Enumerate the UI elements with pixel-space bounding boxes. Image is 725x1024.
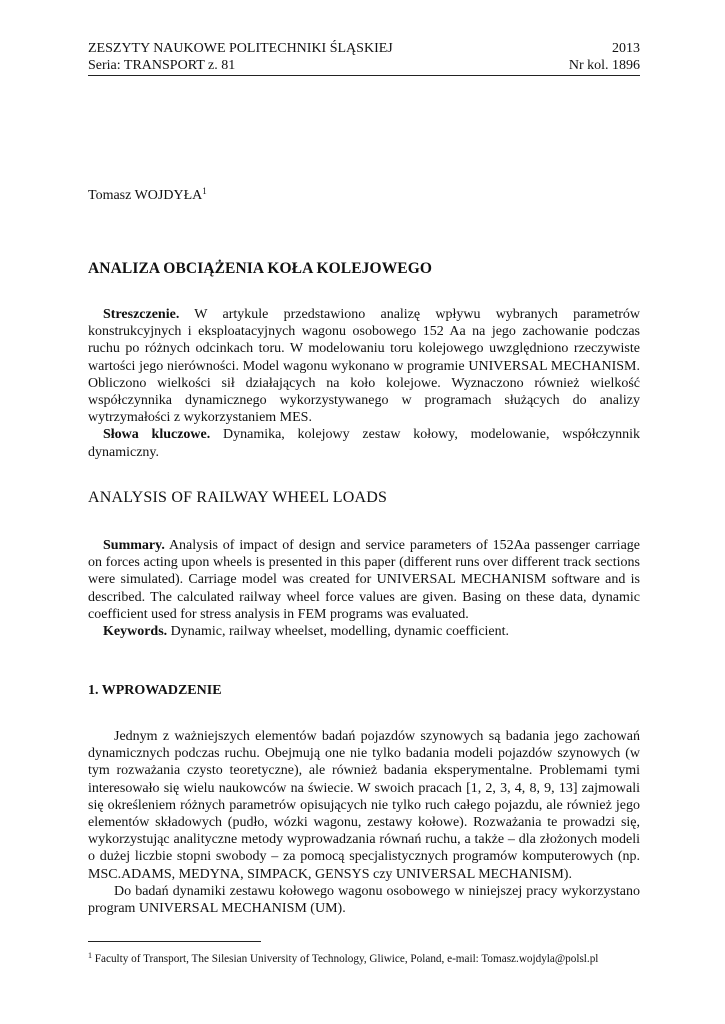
abstract-polish-body — [88, 306, 640, 426]
running-header-top — [88, 40, 640, 57]
abstract-polish — [88, 306, 640, 461]
footnote — [88, 949, 640, 966]
journal-number: Nr kol. 1896 — [568, 58, 640, 73]
author-line — [88, 186, 207, 204]
abstract-english-body — [88, 537, 640, 623]
journal-series: Seria: TRANSPORT z. 81 — [88, 58, 236, 73]
journal-year: 2013 — [612, 41, 640, 56]
title-polish: ANALIZA OBCIĄŻENIA KOŁA KOLEJOWEGO — [88, 260, 433, 277]
footnote-mark: 1 — [88, 951, 92, 960]
keywords-polish — [88, 426, 640, 460]
abstract-english — [88, 537, 640, 640]
paragraph-2: Do badań dynamiki zestawu kołowego wagonu osobowego w niniejszej pracy wykorzystano program UNIVERSAL MECHANISM (UM). — [88, 883, 640, 917]
author-name: Tomasz WOJDYŁA — [88, 188, 203, 203]
keywords-english-label: Keywords. — [103, 624, 168, 640]
paragraph-1: Jednym z ważniejszych elementów badań pojazdów szynowych są badania jego zachowań dynamicznych podczas ruchu. Obejmują one nie tylko badania modeli pojazdów szynowych (w tym rozważania czysto teoretyczne), ale również badania eksperymentalne. Problemami tymi interesowało się wielu naukowców na świecie. W swoich pracach [1, 2, 3, 4, 8, 9, 13] zajmowali się określeniem różnych parametrów opisujących nie tylko ruch całego pojazdu, ale również jego elementów składowych (pudło, wózki wagonu, zestawy kołowe). Rozważania te prowadzi się, wykorzystując analityczne metody wyprowadzania równań ruchu, a także – dla złożonych modeli o dużej liczbie stopni swobody – za pomocą specjalistycznych programów komputerowych (np. MSC.ADAMS, MEDYNA, SIMPACK, GENSYS czy UNIVERSAL MECHANISM). — [88, 729, 640, 882]
abstract-english-label: Summary. — [103, 538, 165, 553]
paper-page — [88, 40, 640, 965]
keywords-polish-label: Słowa kluczowe. — [103, 427, 211, 443]
keywords-english — [88, 623, 640, 640]
abstract-polish-label: Streszczenie. — [103, 307, 180, 322]
keywords-polish-text: Dynamika, kolejowy zestaw kołowy, modelowanie, współczynnik dynamiczny. — [88, 427, 640, 460]
title-english: ANALYSIS OF RAILWAY WHEEL LOADS — [88, 489, 388, 506]
author-footnote-mark: 1 — [202, 186, 207, 196]
keywords-english-text: Dynamic, railway wheelset, modelling, dynamic coefficient. — [167, 624, 510, 640]
abstract-polish-text: W artykule przedstawiono analizę wpływu wybranych parametrów konstrukcyjnych i eksploatacyjnych wagonu osobowego 152 Aa na jego zachowanie podczas ruchu po różnych odcinkach toru. W modelowaniu toru kolejowego uwzględniono rzeczywiste wartości jego nierówności. Model wagonu wykonano w programie UNIVERSAL MECHANISM. Obliczono wielkości sił działających na koło kolejowe. Wyznaczono również wielkość współczynnika dynamicznego wykorzystywanego w programach służących do analizy wytrzymałości z wykorzystaniem MES. — [88, 307, 640, 426]
abstract-english-text: Analysis of impact of design and service parameters of 152Aa passenger carriage on forces acting upon wheels is presented in this paper (different runs over different track sections were simulated). Carriage model was created for UNIVERSAL MECHANISM software and is described. The calculated railway wheel force values are given. Basing on these data, dynamic coefficient used for stress analysis in FEM programs was evaluated. — [88, 538, 640, 622]
journal-name: ZESZYTY NAUKOWE POLITECHNIKI ŚLĄSKIEJ — [88, 41, 393, 56]
section-heading: 1. WPROWADZENIE — [88, 683, 222, 698]
running-header-bottom — [88, 57, 640, 76]
section-body — [88, 728, 640, 917]
footnote-text: Faculty of Transport, The Silesian University of Technology, Gliwice, Poland, e-mail: Tomasz.wojdyla@polsl.pl — [92, 953, 599, 965]
footnote-divider — [88, 941, 261, 942]
